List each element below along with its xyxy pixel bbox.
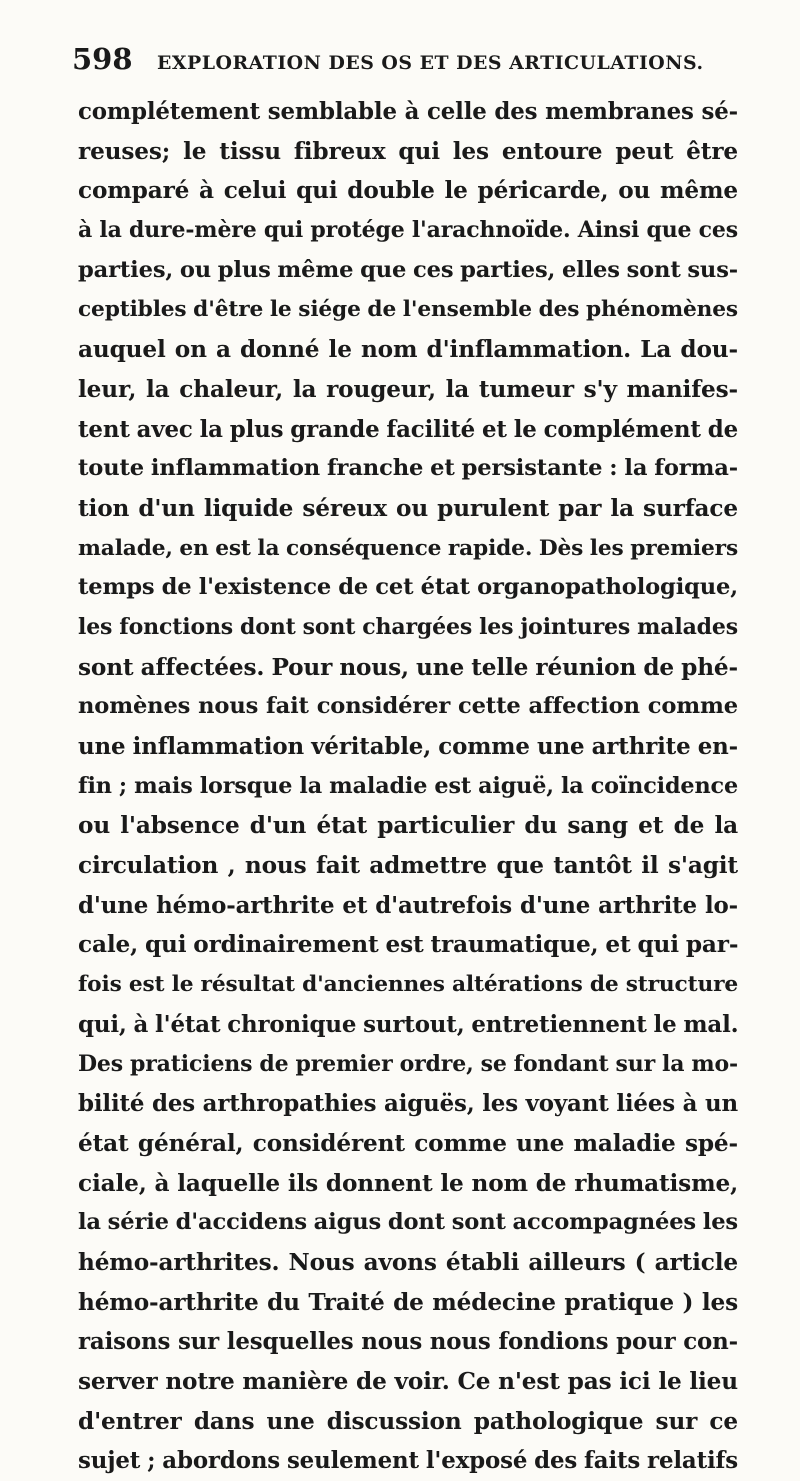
body-text <box>78 92 738 1481</box>
text-line: hémo-arthrites. Nous avons établi ailleurs ( article <box>78 1248 738 1276</box>
text-line: temps de l'existence de cet état organopathologique, <box>78 574 738 601</box>
text-line: ou l'absence d'un état particulier du sang et de la <box>78 812 738 840</box>
text-line: d'entrer dans une discussion pathologique sur ce <box>78 1407 738 1435</box>
page-number: 598 <box>72 42 133 76</box>
text-line: cale, qui ordinairement est traumatique, et qui par- <box>78 931 739 959</box>
text-line: fois est le résultat d'anciennes altérations de structure <box>78 972 738 998</box>
text-line: d'une hémo-arthrite et d'autrefois d'une arthrite lo- <box>78 891 738 919</box>
running-title: EXPLORATION DES OS ET DES ARTICULATIONS. <box>156 53 704 74</box>
text-line: ciale, à laquelle ils donnent le nom de rhumatisme, <box>78 1169 738 1197</box>
text-line: server notre manière de voir. Ce n'est pas ici le lieu <box>78 1368 738 1395</box>
text-line: qui, à l'état chronique surtout, entretiennent le mal. <box>78 1010 739 1038</box>
running-head <box>72 42 742 82</box>
text-line: malade, en est la conséquence rapide. Dès les premiers <box>78 535 738 561</box>
text-line: auquel on a donné le nom d'inflammation. La dou- <box>78 336 738 364</box>
text-line: raisons sur lesquelles nous nous fondions pour con- <box>78 1328 738 1356</box>
text-line: la série d'accidens aigus dont sont accompagnées les <box>78 1209 738 1236</box>
text-line: toute inflammation franche et persistante : la forma- <box>78 455 738 482</box>
text-line: nomènes nous fait considérer cette affection comme <box>78 693 738 720</box>
text-line: bilité des arthropathies aiguës, les voyant liées à un <box>78 1090 738 1118</box>
text-line: comparé à celui qui double le péricarde, ou même <box>78 177 738 205</box>
text-line: tent avec la plus grande facilité et le complément de <box>78 415 738 443</box>
text-line: sont affectées. Pour nous, une telle réunion de phé- <box>78 653 738 681</box>
text-line: parties, ou plus même que ces parties, elles sont sus- <box>78 256 738 283</box>
text-line: une inflammation véritable, comme une arthrite en- <box>78 733 738 760</box>
text-line: hémo-arthrite du Traité de médecine pratique ) les <box>78 1288 738 1316</box>
text-line: ceptibles d'être le siége de l'ensemble des phénomènes <box>78 297 738 323</box>
text-line: Des praticiens de premier ordre, se fondant sur la mo- <box>78 1050 738 1077</box>
text-line: reuses; le tissu fibreux qui les entoure peut être <box>78 137 738 165</box>
text-line: circulation , nous fait admettre que tantôt il s'agit <box>78 852 738 880</box>
text-line: complétement semblable à celle des membranes sé- <box>78 98 738 125</box>
text-line: sujet ; abordons seulement l'exposé des faits relatifs <box>78 1447 738 1475</box>
text-line: les fonctions dont sont chargées les jointures malades <box>78 613 738 640</box>
text-line: leur, la chaleur, la rougeur, la tumeur s'y manifes- <box>78 375 738 403</box>
text-line: état général, considérent comme une maladie spé- <box>78 1129 738 1157</box>
text-line: à la dure-mère qui protége l'arachnoïde. Ainsi que ces <box>78 217 738 244</box>
text-line: tion d'un liquide séreux ou purulent par la surface <box>78 494 738 522</box>
text-line: fin ; mais lorsque la maladie est aiguë, la coïncidence <box>78 772 738 799</box>
